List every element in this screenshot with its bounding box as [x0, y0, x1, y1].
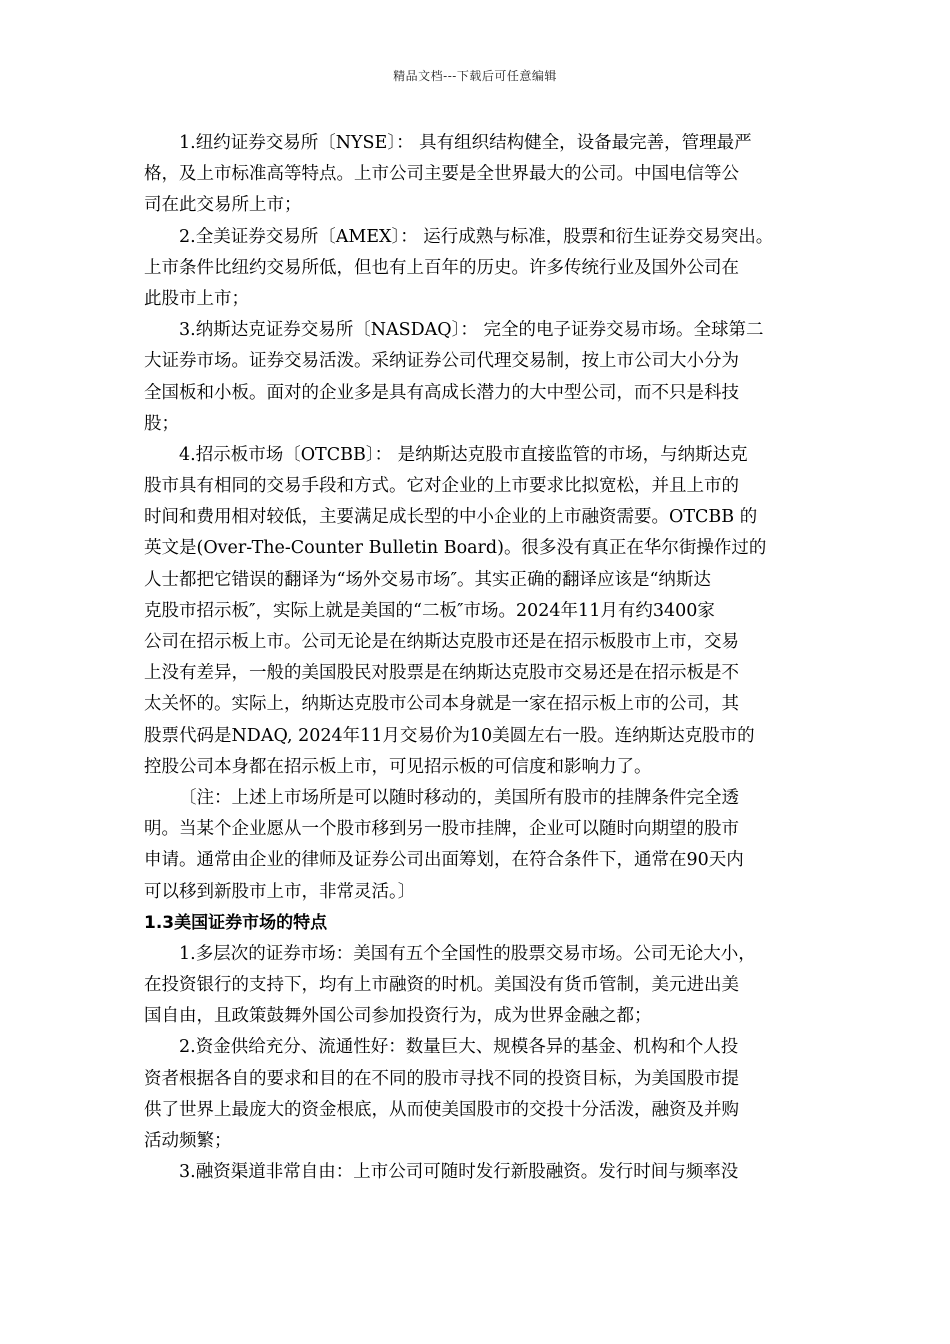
paragraph-line: 此股市上市；: [144, 288, 249, 309]
paragraph-line: 1.多层次的证券市场：美国有五个全国性的股票交易市场。公司无论大小，: [179, 943, 756, 964]
paragraph-line: 股市具有相同的交易手段和方式。它对企业的上市要求比拟宽松，并且上市的: [144, 476, 739, 497]
paragraph-line: 全国板和小板。面对的企业多是具有高成长潜力的大中型公司，而不只是科技: [144, 382, 739, 403]
paragraph-line: 上没有差异，一般的美国股民对股票是在纳斯达克股市交易还是在招示板是不: [144, 663, 739, 684]
paragraph-line: 人士都把它错误的翻译为“场外交易市场″。其实正确的翻译应该是“纳斯达: [144, 569, 711, 590]
paragraph-line: 公司在招示板上市。公司无论是在纳斯达克股市还是在招示板股市上市，交易: [144, 632, 739, 652]
note-line: 可以移到新股市上市，非常灵活。〕: [144, 881, 416, 902]
paragraph-line: 2.全美证券交易所〔AMEX〕： 运行成熟与标准，股票和衍生证券交易突出。: [179, 226, 774, 247]
note-line: 〔注：上述上市场所是可以随时移动的，美国所有股市的挂牌条件完全透: [179, 787, 739, 808]
section-heading: 1.3美国证券市场的特点: [144, 912, 328, 933]
paragraph-line: 控股公司本身都在招示板上市，可见招示板的可信度和影响力了。: [144, 756, 652, 777]
page-header: 精品文档---下载后可任意编辑: [393, 69, 557, 83]
paragraph-line: 时间和费用相对较低，主要满足成长型的中小企业的上市融资需要。OTCBB 的: [144, 507, 758, 528]
paragraph-line: 3.融资渠道非常自由：上市公司可随时发行新股融资。发行时间与频率没: [179, 1162, 739, 1183]
paragraph-line: 股；: [144, 413, 179, 434]
note-line: 申请。通常由企业的律师及证券公司出面筹划，在符合条件下，通常在90天内: [144, 850, 744, 871]
paragraph-line: 活动频繁；: [144, 1131, 232, 1151]
paragraph-line: 太关怀的。实际上，纳斯达克股市公司本身就是一家在招示板上市的公司，其: [144, 694, 739, 715]
paragraph-line: 英文是(Over-The-Counter Bulletin Board)。很多没有真正在华尔街操作过的: [144, 538, 767, 559]
paragraph-line: 大证券市场。证券交易活泼。采纳证券公司代理交易制，按上市公司大小分为: [144, 351, 739, 372]
paragraph-line: 司在此交易所上市；: [144, 195, 302, 216]
paragraph-line: 上市条件比纽约交易所低，但也有上百年的历史。许多传统行业及国外公司在: [144, 257, 739, 278]
paragraph-line: 格，及上市标准高等特点。上市公司主要是全世界最大的公司。中国电信等公: [144, 164, 739, 185]
paragraph-line: 克股市招示板″，实际上就是美国的“二板″市场。2024年11月有约3400家: [144, 600, 715, 621]
paragraph-line: 供了世界上最庞大的资金根底，从而使美国股市的交投十分活泼，融资及并购: [144, 1099, 739, 1120]
document-body: [144, 128, 824, 1188]
paragraph-line: 资者根据各自的要求和目的在不同的股市寻找不同的投资目标，为美国股市提: [144, 1068, 739, 1089]
paragraph-line: 1.纽约证券交易所〔NYSE〕： 具有组织结构健全，设备最完善，管理最严: [179, 133, 752, 153]
paragraph-line: 4.招示板市场〔OTCBB〕： 是纳斯达克股市直接监管的市场，与纳斯达克: [179, 444, 748, 465]
paragraph-line: 3.纳斯达克证券交易所〔NASDAQ〕： 完全的电子证券交易市场。全球第二: [179, 320, 764, 341]
paragraph-line: 股票代码是NDAQ, 2024年11月交易价为10美圆左右一股。连纳斯达克股市的: [144, 725, 755, 746]
paragraph-line: 国自由，且政策鼓舞外国公司参加投资行为，成为世界金融之都；: [144, 1006, 652, 1027]
paragraph-line: 在投资银行的支持下，均有上市融资的时机。美国没有货币管制，美元进出美: [144, 975, 739, 996]
note-line: 明。当某个企业愿从一个股市移到另一股市挂牌，企业可以随时向期望的股市: [144, 819, 739, 840]
paragraph-line: 2.资金供给充分、流通性好：数量巨大、规模各异的基金、机构和个人投: [179, 1037, 739, 1058]
